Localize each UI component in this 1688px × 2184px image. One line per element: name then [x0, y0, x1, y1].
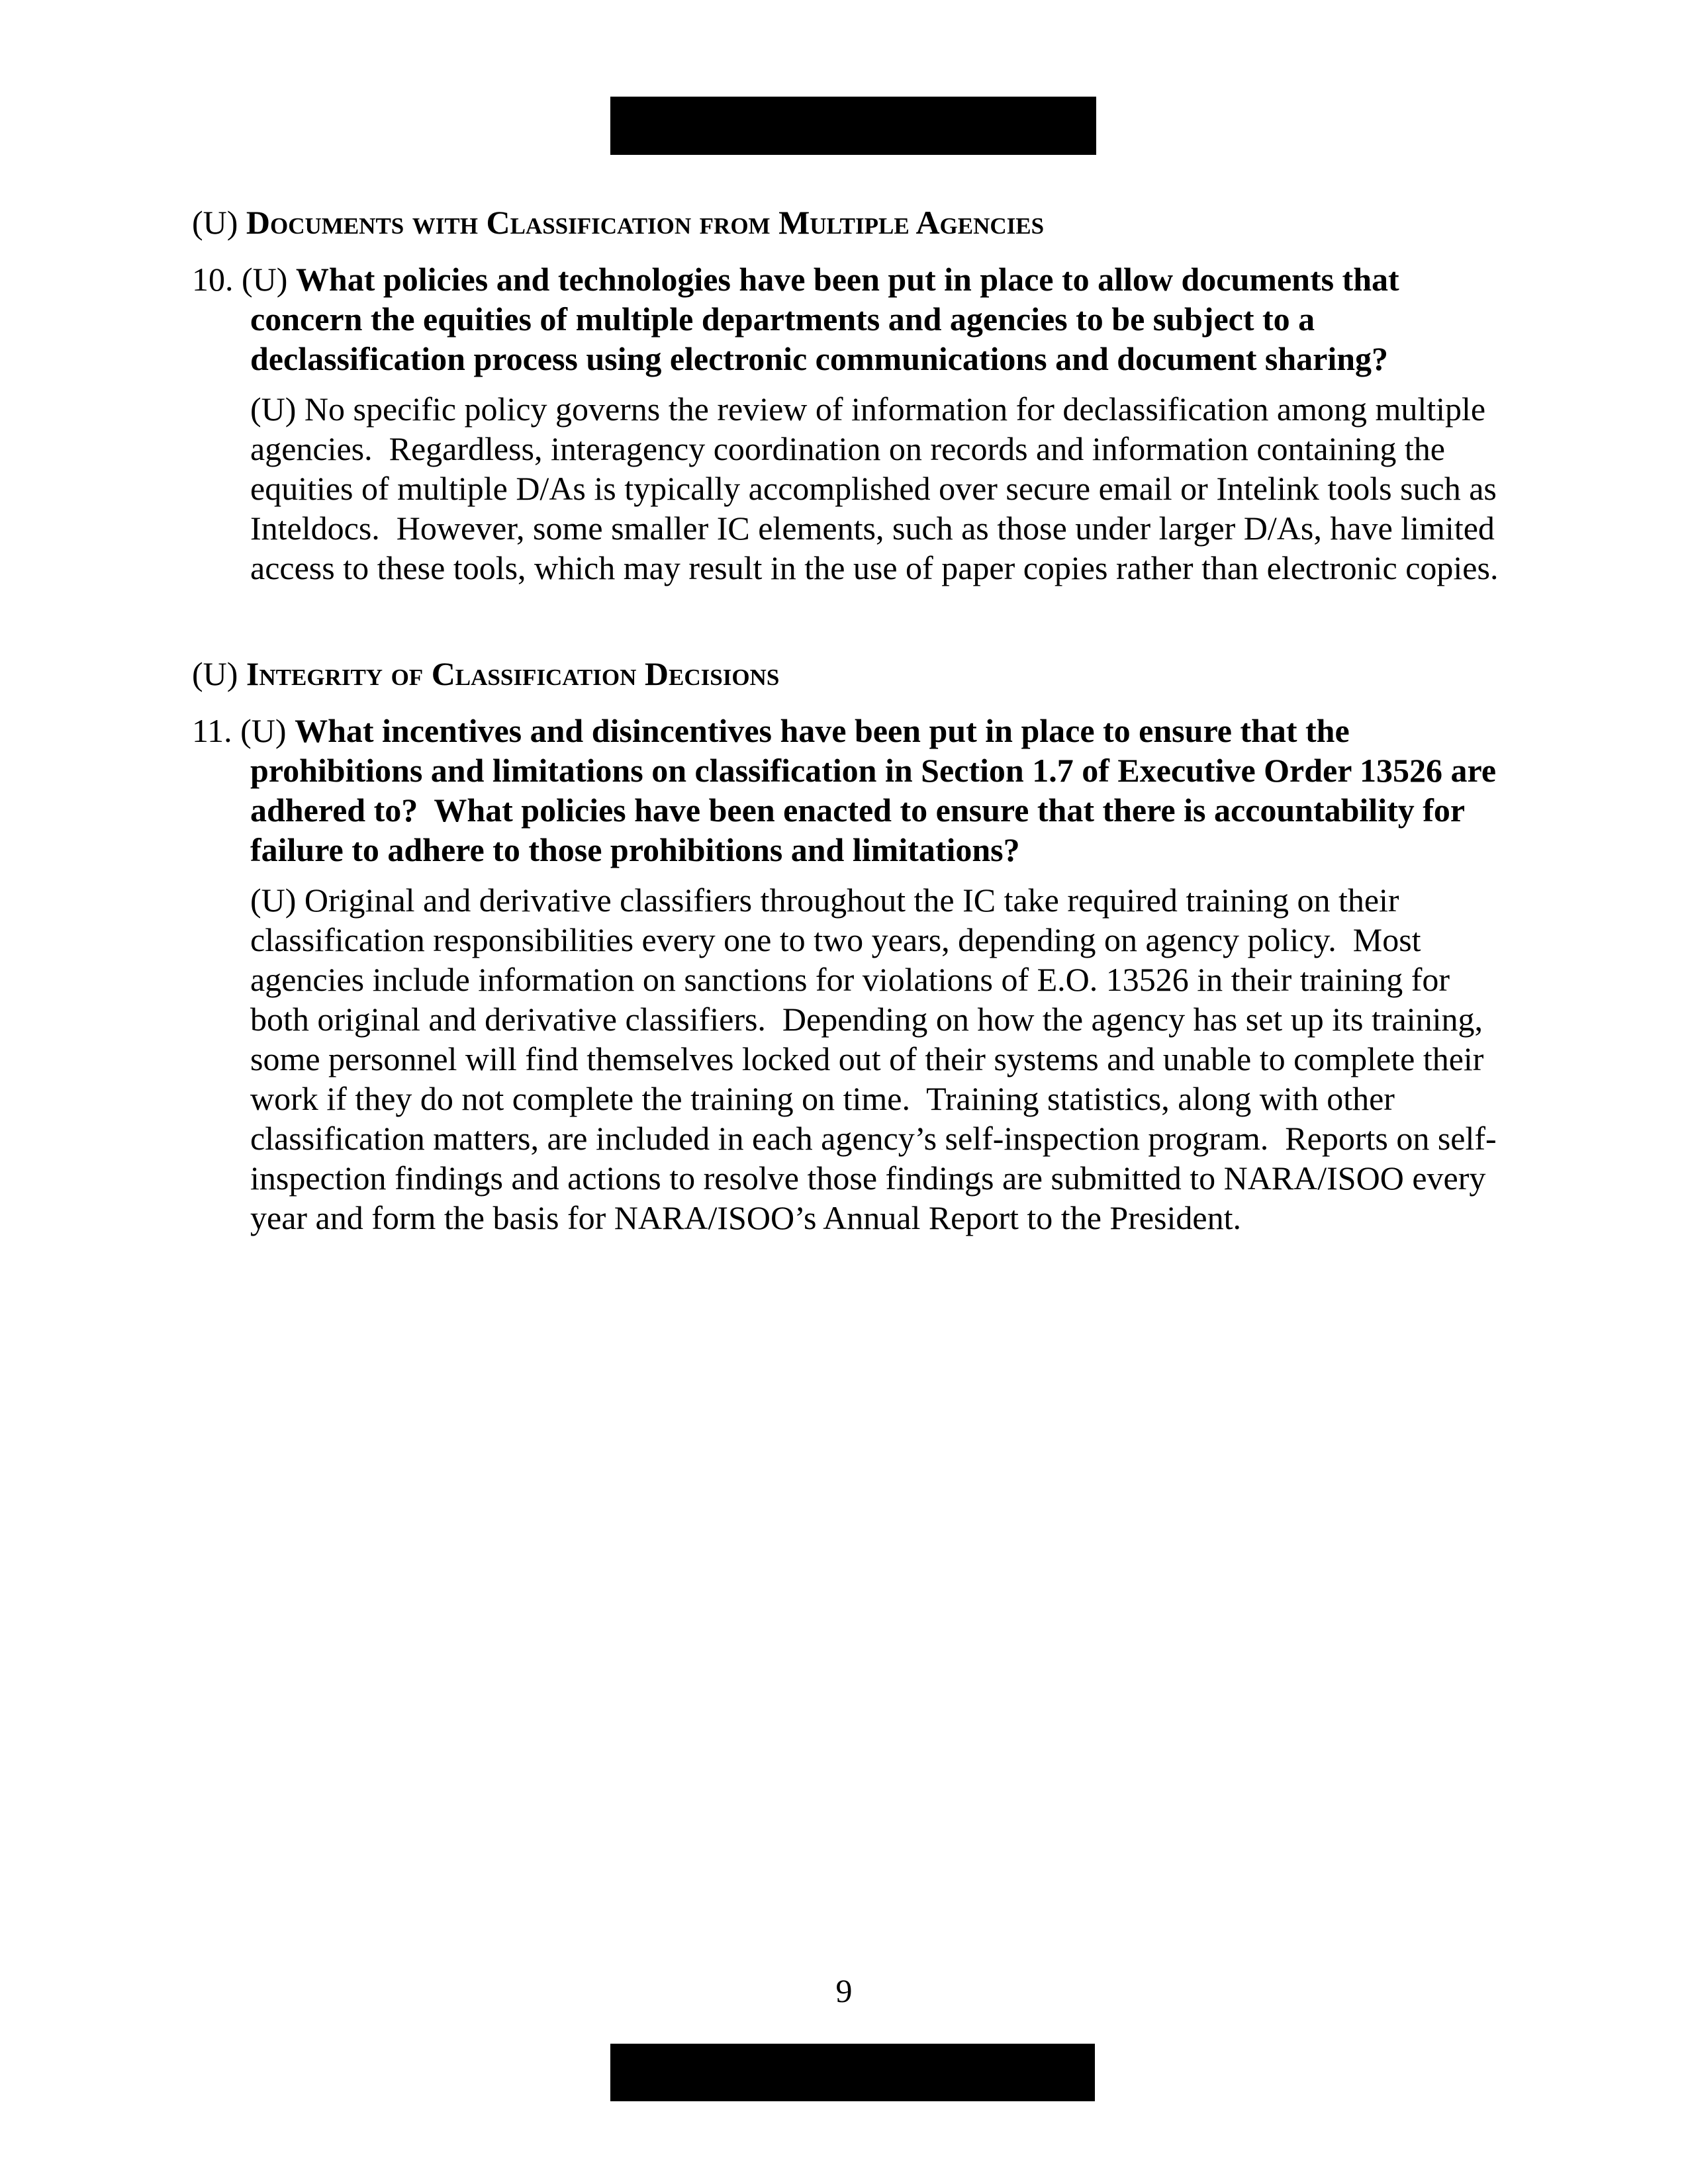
classification-marker: (U) [240, 712, 287, 749]
redaction-bar-bottom [610, 2044, 1095, 2101]
document-body [192, 203, 1516, 1238]
page-number: 9 [835, 1972, 853, 2009]
answer-paragraph-11: (U) Original and derivative classifiers throughout the IC take required training on their classification responsibilities every one to two years, depending on agency policy. Most agencies include information on sanctions for violations of E.O. 13526 in their training for both original and derivative classifiers. Depending on how the agency has set up its training, some personnel will find themselves locked out of their systems and unable to complete their work if they do not complete the training on time. Training statistics, along with other classification matters, are included in each agency’s self-inspection program. Reports on self-inspection findings and actions to resolve those findings are submitted to NARA/ISOO every year and form the basis for NARA/ISOO’s Annual Report to the President. [250, 882, 1497, 1236]
classification-marker: (U) [192, 204, 238, 241]
section-multiple-agencies [192, 203, 1516, 588]
classification-marker: (U) [242, 261, 288, 298]
question-item-10 [192, 259, 1516, 379]
question-text: What incentives and disincentives have been put in place to ensure that the prohibitions and limitations on classification in Section 1.7 of Executive Order 13526 are adhered to? What policies have been enacted to ensure that there is accountability for failure to adhere to those prohibitions and limitations? [250, 712, 1505, 868]
section-heading [192, 203, 1516, 242]
question-text: What policies and technologies have been put in place to allow documents that concern the equities of multiple departments and agencies to be subject to a declassification process using electronic communications and document sharing? [250, 261, 1408, 377]
section-title: Integrity of Classification Decisions [246, 655, 780, 692]
answer-paragraph-10: (U) No specific policy governs the review of information for declassification among multiple agencies. Regardless, interagency coordination on records and information containing the equities of multiple D/As is typically accomplished over secure email or Intelink tools such as Inteldocs. However, some smaller IC elements, such as those under larger D/As, have limited access to these tools, which may result in the use of paper copies rather than electronic copies. [250, 390, 1505, 586]
section-title: Documents with Classification from Multiple Agencies [246, 204, 1045, 241]
question-item-11 [192, 711, 1516, 870]
section-heading [192, 654, 1516, 694]
classification-marker: (U) [192, 655, 238, 692]
question-number: 11. [192, 712, 232, 749]
question-number: 10. [192, 261, 234, 298]
section-integrity [192, 654, 1516, 1238]
redaction-bar-top [610, 97, 1096, 155]
